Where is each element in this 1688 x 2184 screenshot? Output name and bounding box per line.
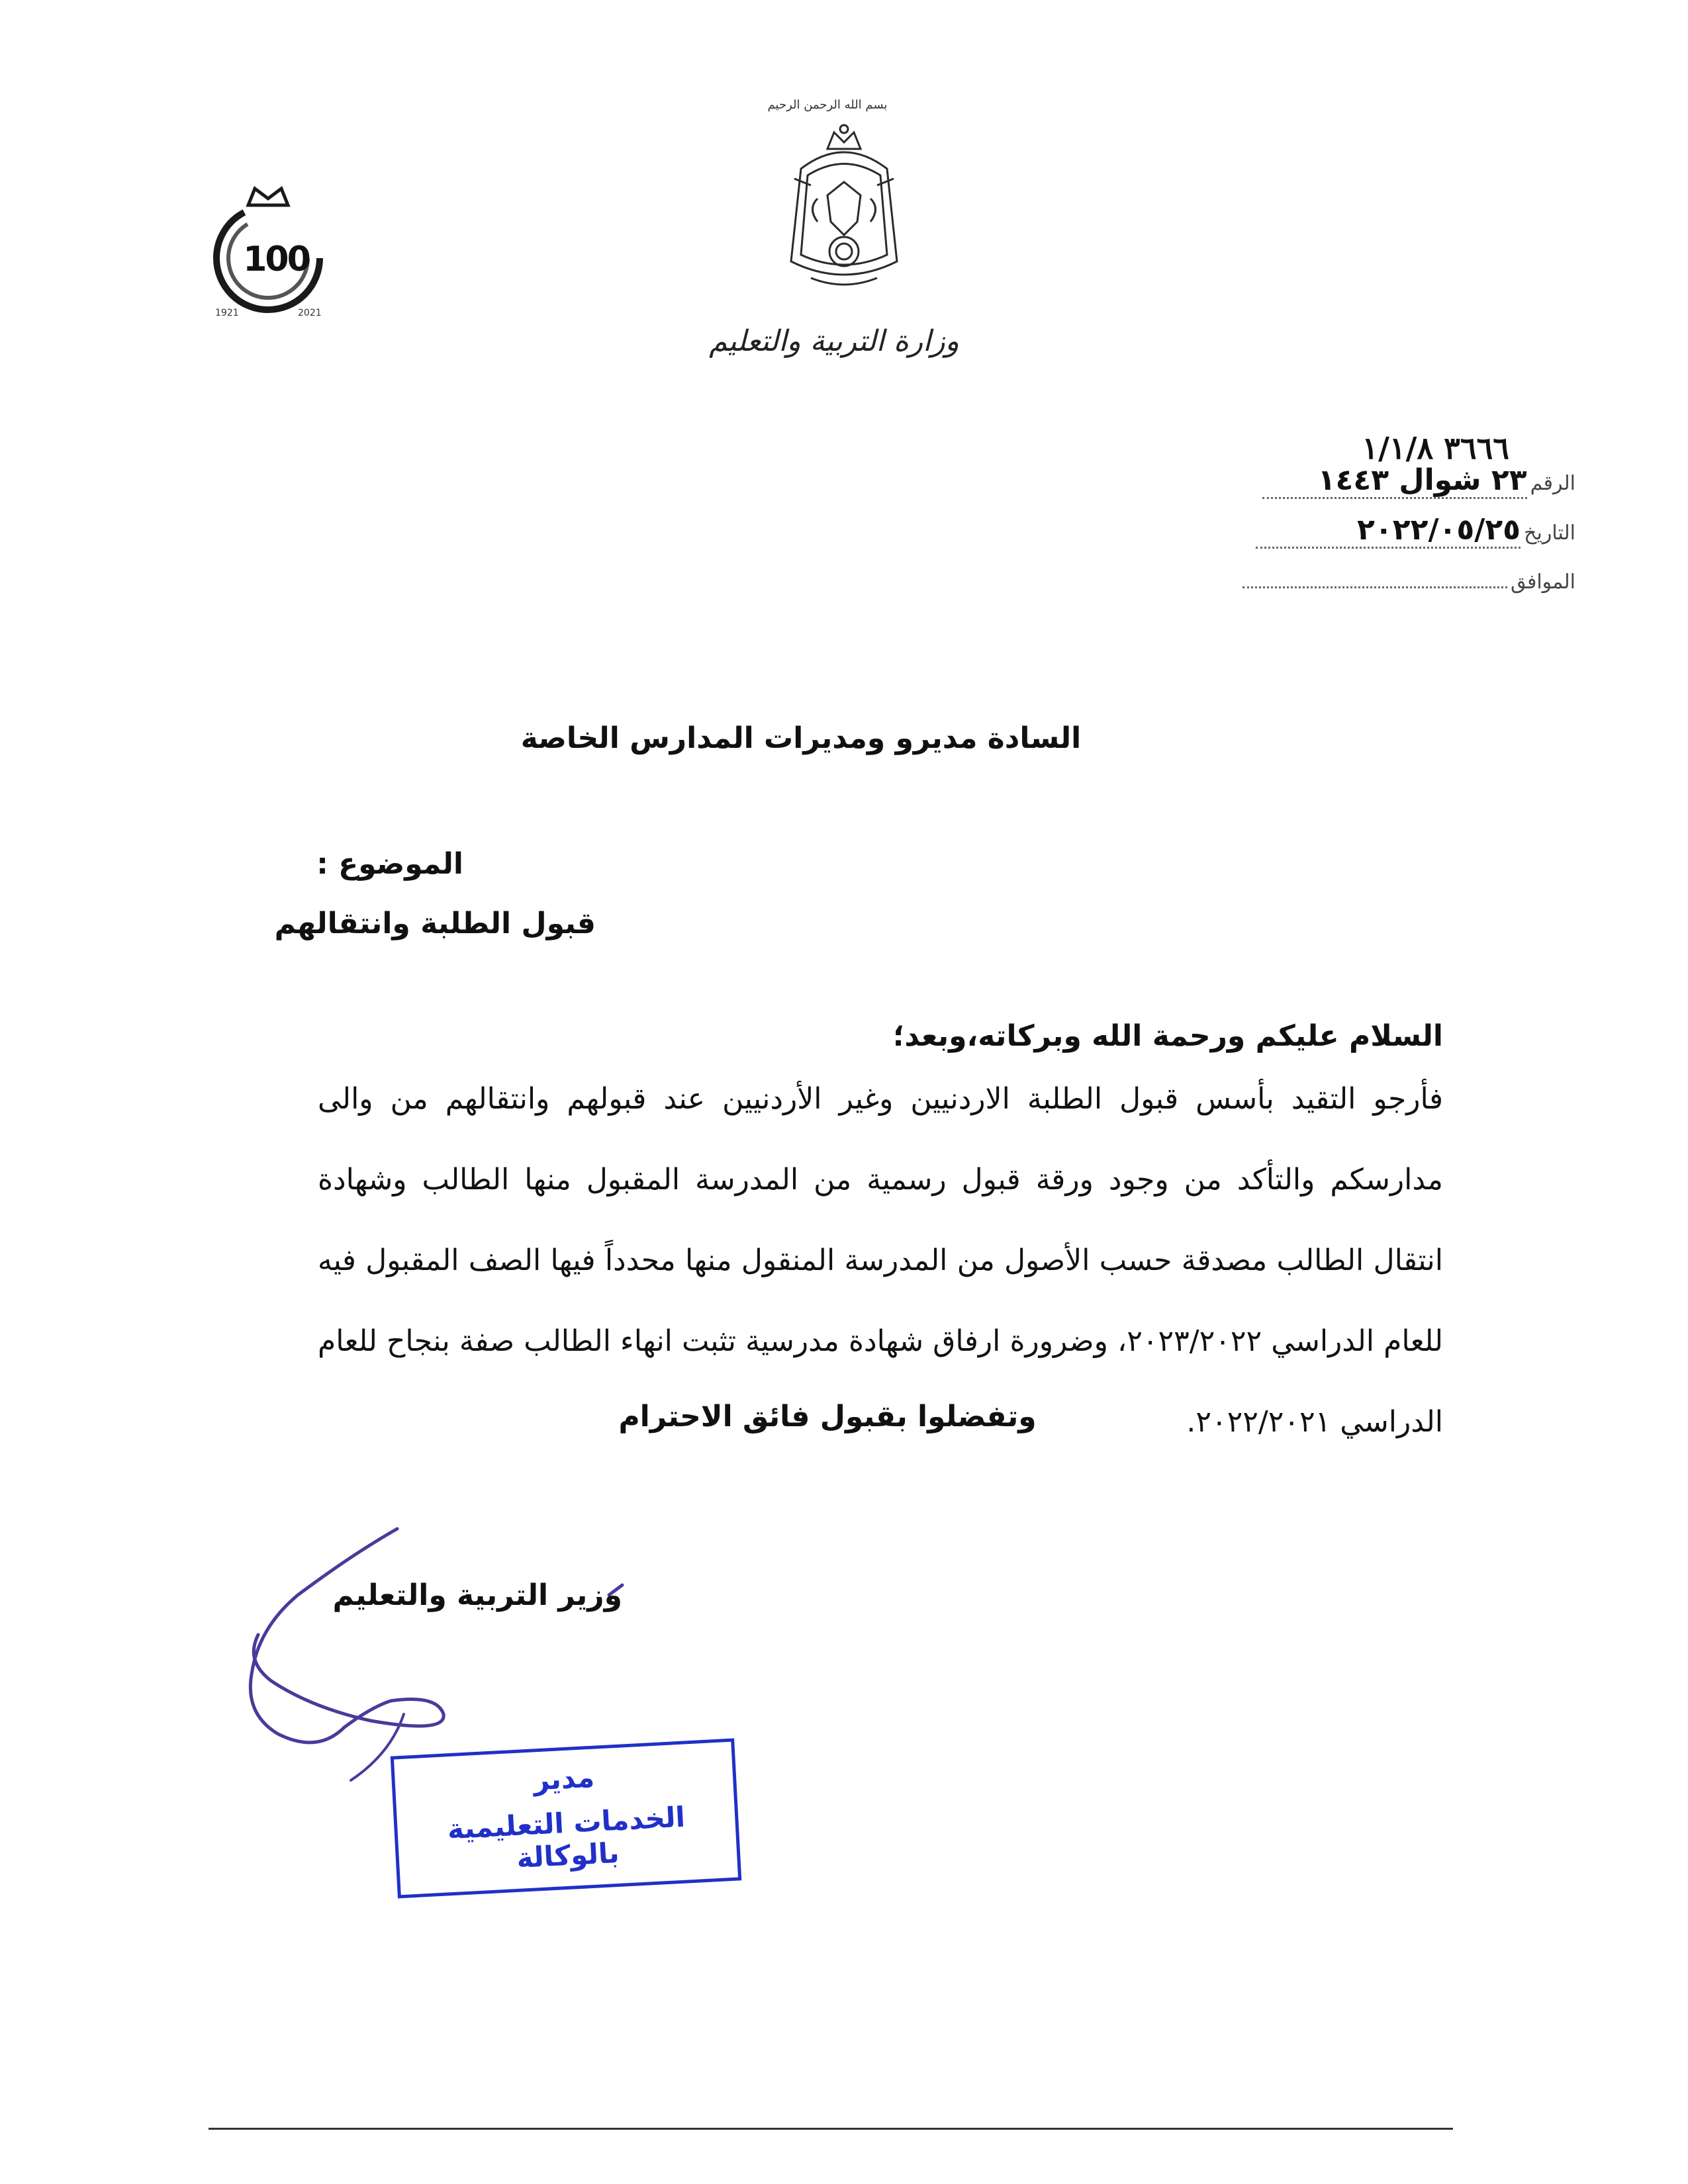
- letter-paragraph: فأرجو التقيد بأسس قبول الطلبة الاردنيين وغير الأردنيين عند قبولهم وانتقالهم من والى مدارسكم والتأكد من وجود ورقة قبول رسمية من المدرسة المقبول منها الطالب وشهادة انتقال الطالب مصدقة حسب الأصول من المدرسة المنقول منها محدداً فيها الصف المقبول فيه للعام الدراسي ٢٠٢٣/٢٠٢٢، وضرورة ارفاق شهادة مدرسية تثبت انهاء الطالب صفة بنجاح للعام الدراسي ٢٠٢٢/٢٠٢١.: [318, 1082, 1443, 1439]
- reference-corresponding-label: الموافق: [1510, 570, 1575, 594]
- reference-date-row: [1231, 513, 1575, 559]
- official-stamp: [391, 1739, 742, 1899]
- signatory-title: وزير التربية والتعليم: [332, 1578, 622, 1612]
- centenary-year-end: 2021: [298, 308, 322, 318]
- reference-date-line: [1256, 513, 1521, 549]
- reference-corresponding-line: [1243, 563, 1507, 588]
- jordan-coat-of-arms: [781, 122, 907, 301]
- coat-of-arms-icon: [781, 122, 907, 301]
- addressee: السادة مديرو ومديرات المدارس الخاصة: [520, 721, 1082, 755]
- reference-date-value: ٢٠٢٢/٠٥/٢٥: [1357, 513, 1521, 547]
- greeting: السلام عليكم ورحمة الله وبركاته،وبعد؛: [892, 1019, 1443, 1053]
- basmala: بسم الله الرحمن الرحيم: [767, 98, 888, 112]
- reference-number-value: ٢٣ شوال ١٤٤٣: [1317, 463, 1527, 497]
- reference-corresponding-row: [1231, 563, 1575, 602]
- subject-label: الموضوع :: [316, 847, 463, 881]
- reference-number-line: [1262, 463, 1527, 499]
- centenary-year-start: 1921: [215, 308, 239, 318]
- stamp-department: الخدمات التعليمية بالوكالة: [446, 1800, 686, 1874]
- footer-divider: [209, 2128, 1453, 2130]
- closing: وتفضلوا بقبول فائق الاحترام: [618, 1400, 1037, 1433]
- handwritten-reference-number: ٣٦٦٦ ١/١/٨: [1362, 430, 1509, 466]
- stamp-title: مدير: [532, 1760, 596, 1797]
- reference-number-label: الرقم: [1530, 472, 1575, 495]
- ministry-name: وزارة التربية والتعليم: [709, 324, 959, 358]
- subject: قبول الطلبة وانتقالهم: [274, 907, 596, 940]
- centenary-number: 100: [243, 240, 309, 279]
- centenary-logo: [199, 179, 338, 324]
- reference-date-label: التاريخ: [1524, 522, 1575, 545]
- reference-number-row: [1231, 463, 1575, 510]
